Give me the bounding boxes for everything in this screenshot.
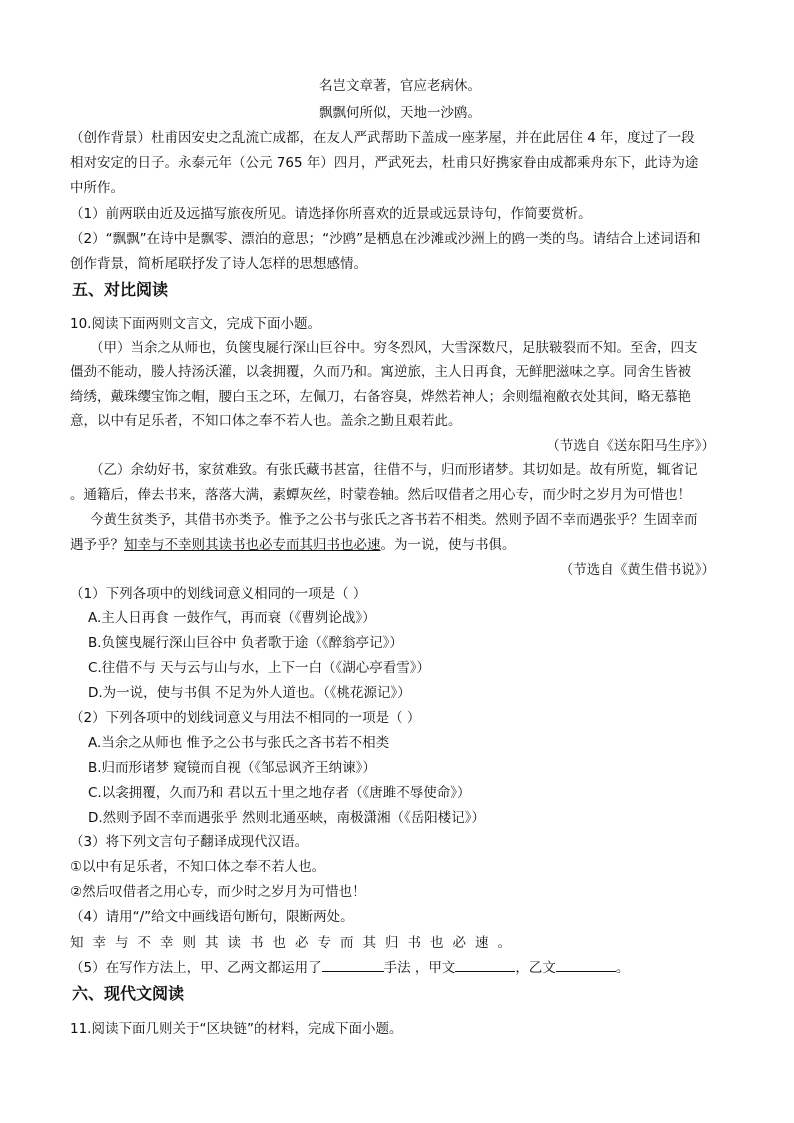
- passage-jia-source: （节选自《送东阳马生序》）: [546, 438, 715, 454]
- passage-jia-line-1: （甲）当余之从师也，负箧曳屣行深山巨谷中。穷冬烈风，大雪深数尺，足肤皲裂而不知。至舍，四支: [90, 340, 698, 356]
- answer-blank-2[interactable]: [455, 959, 515, 972]
- sub2-option-d: D.然则予固不幸而遇张乎 然则北通巫峡，南极潇湘（《岳阳楼记》）: [88, 810, 485, 826]
- background-line-2: 相对安定的日子。永泰元年（公元 765 年）四月，严武死去，杜甫只好携家眷由成都乘舟东下，此诗为途: [70, 155, 699, 171]
- sub2-stem: （2）下列各项中的划线词意义与用法不相同的一项是（ ）: [70, 710, 421, 726]
- sub4-sentence: 知幸与不幸则其读书也必专而其归书也必速。: [70, 935, 520, 951]
- background-line-3: 中所作。: [70, 180, 124, 196]
- sub2-option-b: B.归而形诸梦 窥镜而自视（《邹忌讽齐王纳谏》）: [88, 760, 376, 776]
- background-line-1: （创作背景）杜甫因安史之乱流亡成都，在友人严武帮助下盖成一座茅屋，并在此居住 4 年，度过了一段: [70, 130, 695, 146]
- answer-blank-1[interactable]: [322, 959, 384, 972]
- passage-jia-line-4: 意，以中有足乐者，不知口体之奉不若人也。盖余之勤且艰若此。: [70, 413, 462, 429]
- passage-jia-line-2: 僵劲不能动，媵人持汤沃灌，以衾拥覆，久而乃和。寓逆旅，主人日再食，无鲜肥滋味之享。同舍生皆被: [70, 364, 691, 380]
- sub4-stem: （4）请用“/”给文中画线语句断句，限断两处。: [70, 909, 354, 925]
- q10-intro: 10.阅读下面两则文言文，完成下面小题。: [70, 316, 321, 332]
- sub2-option-a: A.当余之从师也 惟予之公书与张氏之吝书若不相类: [88, 735, 390, 751]
- passage-yi-line-3: 今黄生贫类予，其借书亦类予。惟予之公书与张氏之吝书若不相类。然则予固不幸而遇张乎？生固幸而: [90, 512, 698, 528]
- section-5-heading: 五、对比阅读: [72, 280, 169, 299]
- sub5-part-2: 手法 ，甲文: [383, 960, 456, 976]
- answer-blank-3[interactable]: [556, 959, 616, 972]
- q9-sub1: （1）前两联由近及远描写旅夜所见。请选择你所喜欢的近景或远景诗句，作简要赏析。: [70, 206, 592, 222]
- passage-jia-line-3: 绮绣，戴珠缨宝饰之帽，腰白玉之环，左佩刀，右备容臭，烨然若神人；余则缊袍敝衣处其间，略无慕艳: [70, 389, 691, 405]
- sub1-option-c: C.往借不与 天与云与山与水，上下一白（《湖心亭看雪》）: [88, 660, 431, 676]
- poem-line-1: 名岂文章著，官应老病休。: [319, 78, 481, 94]
- sub1-option-a: A.主人日再食 一鼓作气，再而衰（《曹刿论战》）: [88, 610, 376, 626]
- passage-yi-line-1: （乙）余幼好书，家贫难致。有张氏藏书甚富，往借不与，归而形诸梦。其切如是。故有所览，辄省记: [90, 462, 698, 478]
- sub1-stem: （1）下列各项中的划线词意义相同的一项是（ ）: [70, 586, 367, 602]
- sub2-option-c: C.以衾拥覆，久而乃和 君以五十里之地存者（《唐雎不辱使命》）: [88, 785, 471, 801]
- passage-yi-line-4: [70, 535, 720, 555]
- sub3-stem: （3）将下列文言句子翻译成现代汉语。: [70, 834, 309, 850]
- passage-yi-line-2: 。通籍后，俸去书来，落落大满，素蟫灰丝，时蒙卷轴。然后叹借者之用心专，而少时之岁月为可惜也！: [70, 487, 691, 503]
- passage-yi-line-4-start: 遇予乎？: [70, 537, 124, 553]
- section-6-heading: 六、现代文阅读: [72, 984, 185, 1003]
- sub3-item-1: ①以中有足乐者，不知口体之奉不若人也。: [70, 859, 326, 875]
- underlined-sentence: 知幸与不幸则其读书也必专而其归书也必速: [124, 537, 381, 553]
- sub5-part-4: 。: [615, 960, 630, 976]
- sub5-part-1: （5）在写作方法上，甲、乙两文都运用了: [70, 960, 322, 976]
- q9-sub2-line-2: 创作背景，简析尾联抒发了诗人怎样的思想感情。: [70, 256, 367, 272]
- sub5-part-3: ，乙文: [515, 960, 556, 976]
- sub1-option-b: B.负箧曳屣行深山巨谷中 负者歌于途（《醉翁亭记》）: [88, 635, 403, 651]
- passage-yi-line-4-end: 。为一说，使与书俱。: [380, 537, 516, 553]
- q9-sub2-line-1: （2）“飘飘”在诗中是飘零、漂泊的意思；“沙鸥”是栖息在沙滩或沙洲上的鸥一类的鸟。请结合上述词语和: [70, 231, 701, 247]
- sub1-option-d: D.为一说，使与书俱 不足为外人道也。（《桃花源记》）: [88, 685, 411, 701]
- sub3-item-2: ②然后叹借者之用心专，而少时之岁月为可惜也！: [70, 884, 366, 900]
- poem-line-2: 飘飘何所似，天地一沙鸥。: [319, 105, 481, 121]
- passage-yi-source: （节选自《黄生借书说》）: [559, 562, 715, 578]
- sub5-question: [70, 958, 720, 978]
- q11-intro: 11.阅读下面几则关于“区块链”的材料，完成下面小题。: [70, 1021, 403, 1037]
